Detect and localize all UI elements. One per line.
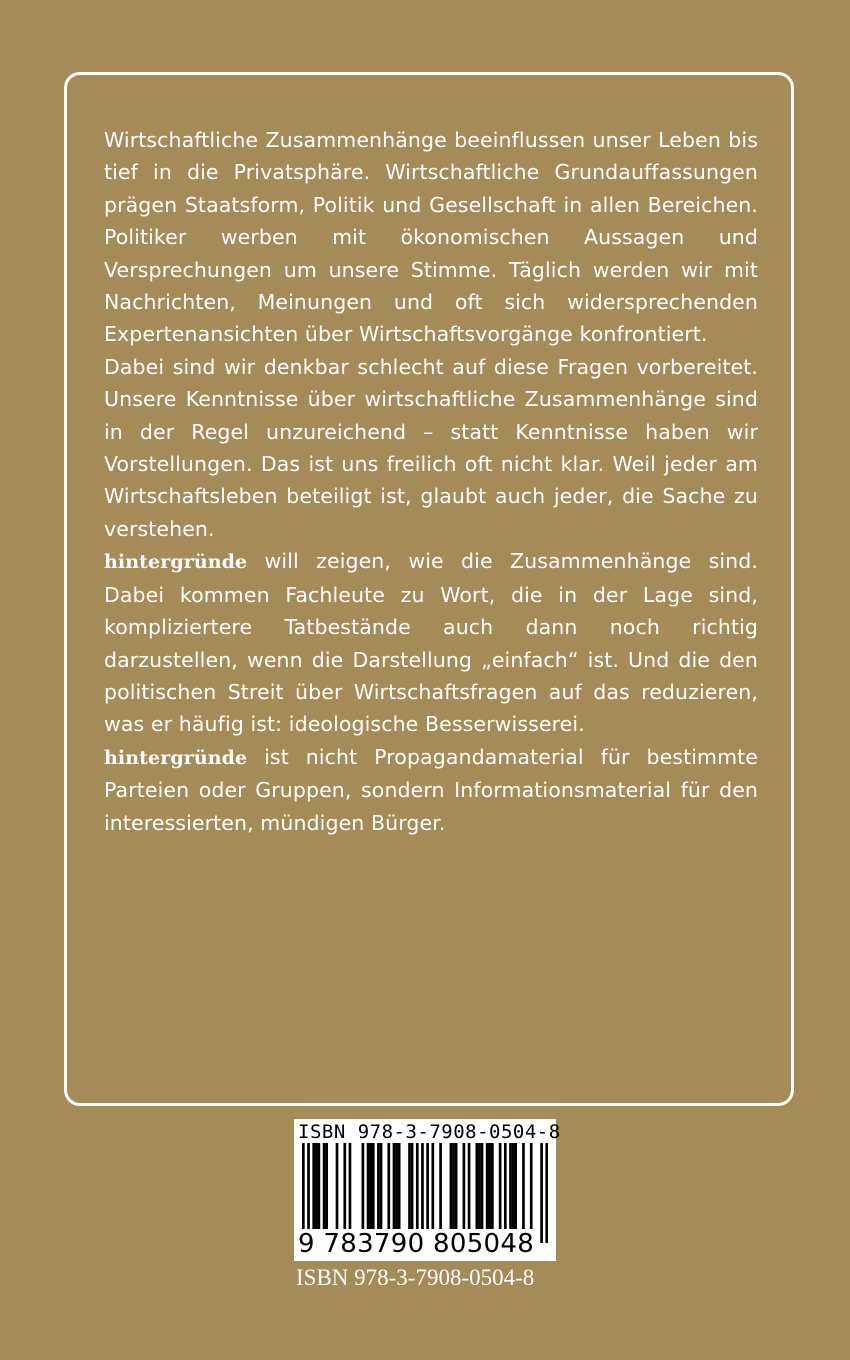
barcode-bar [522, 1143, 525, 1231]
barcode-bar [431, 1143, 434, 1231]
barcode-bar [377, 1143, 380, 1231]
barcode-bar [514, 1143, 517, 1231]
barcode-digits: 9 783790 805048 [298, 1229, 538, 1259]
barcode-bar [369, 1143, 372, 1231]
barcode-bar [439, 1143, 442, 1231]
barcode-bar [411, 1143, 414, 1231]
barcode-bar [468, 1143, 471, 1231]
barcode-bar [387, 1143, 390, 1231]
barcode-bar [302, 1143, 305, 1243]
barcode-bar [336, 1143, 339, 1231]
barcode-bar [393, 1143, 396, 1231]
barcode-bar [545, 1143, 548, 1243]
barcode-bar [315, 1143, 318, 1231]
barcode-bar [395, 1143, 398, 1231]
barcode-bar [318, 1143, 321, 1231]
barcode-bar [343, 1143, 346, 1231]
barcode-bar [421, 1143, 424, 1243]
barcode-bar [362, 1143, 365, 1231]
barcode-bar [307, 1143, 310, 1243]
barcode-bar [349, 1143, 352, 1231]
blurb-paragraph-1: Wirtschaftliche Zusammenhänge beeinflussen unser Leben bis tief in die Privatsphäre. Wirtschaftliche Grundauffassungen prägen Staatsform, Politik und Gesellschaft in allen Bereichen. Politiker werben mit ökonomischen Aussagen und Versprechungen um unsere Stimme. Täglich werden wir mit Nachrichten, Meinungen und oft sich widersprechenden Expertenansichten über Wirtschaftsvorgänge konfrontiert. [104, 128, 758, 347]
series-name: hintergründe [104, 746, 248, 769]
barcode-bar [530, 1143, 533, 1231]
barcode-bar [426, 1143, 429, 1243]
barcode-bars [302, 1143, 548, 1243]
barcode-bar [504, 1143, 507, 1231]
barcode-bar [372, 1143, 375, 1231]
barcode-bar [455, 1143, 458, 1231]
blurb-paragraph-3-text: will zeigen, wie die Zusammenhänge sind. Dabei kommen Fachleute zu Wort, die in der Lage sind, kompliziertere Tatbestände auch dann noch richtig darzustellen, wenn die Darstellung „einfach“ ist. Und die den politischen Streit über Wirtschaftsfragen auf das reduzieren, was er häufig ist: ideologische Besserwisserei. [104, 549, 758, 737]
barcode-bar [325, 1143, 328, 1231]
blurb-paragraph-4-text: ist nicht Propagandamaterial für bestimmte Parteien oder Gruppen, sondern Informationsmaterial für den interessierten, mündigen Bürger. [104, 744, 758, 835]
series-name: hintergründe [104, 551, 248, 574]
barcode-bar [312, 1143, 315, 1231]
barcode-bar [450, 1143, 453, 1231]
barcode-bar [380, 1143, 383, 1231]
barcode-bar [491, 1143, 494, 1231]
barcode-isbn-text: ISBN 978-3-7908-0504-8 [298, 1121, 561, 1143]
blurb-paragraph-2: Dabei sind wir denkbar schlecht auf diese Fragen vorbereitet. Unsere Kenntnisse über wirtschaftliche Zusammenhänge sind in der Regel unzureichend – statt Kenntnisse haben wir Vorstellungen. Das ist uns freilich oft nicht klar. Weil jeder am Wirtschaftsleben beteiligt ist, glaubt auch jeder, die Sache zu verstehen. [104, 354, 758, 541]
barcode-bar [323, 1143, 326, 1231]
barcode-bar [512, 1143, 515, 1231]
barcode-bar [463, 1143, 466, 1231]
barcode-bar [478, 1143, 481, 1231]
barcode-bar [481, 1143, 484, 1231]
barcode-bar [499, 1143, 502, 1231]
barcode-bar [398, 1143, 401, 1231]
blurb-paragraph-4 [104, 741, 758, 839]
barcode-bar [488, 1143, 491, 1231]
barcode-bar [486, 1143, 489, 1231]
barcode-bar [540, 1143, 543, 1243]
barcode-bar [367, 1143, 370, 1231]
barcode-bar [509, 1143, 512, 1231]
barcode-bar [452, 1143, 455, 1231]
barcode-bar [416, 1143, 419, 1231]
barcode-bar [408, 1143, 411, 1231]
barcode-label [294, 1119, 561, 1261]
blurb-paragraph-3 [104, 545, 758, 740]
barcode-bar [475, 1143, 478, 1231]
back-cover-blurb [104, 124, 758, 839]
isbn-footer: ISBN 978-3-7908-0504-8 [296, 1265, 535, 1290]
